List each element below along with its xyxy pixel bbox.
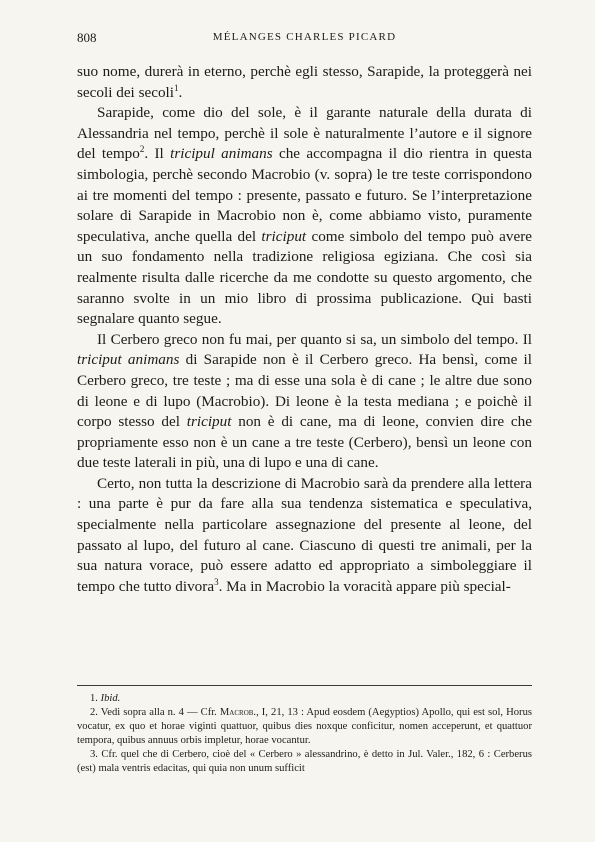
paragraph-text: Certo, non tutta la descrizione di Macrobio sarà da prendere alla lettera : una parte è pur da fare alla sua tendenza sistematica e speculativa, specialmente nella particolare assegnazione del presente al leone, del passato al lupo, del futuro al cane. Ciascuno di questi tre animali, per la sua natura vorace, può essere adatto ed appropriato a simboleggiare il tempo che tutto divora (77, 474, 532, 595)
paragraph-2 (77, 103, 532, 330)
page-number: 808 (77, 30, 97, 45)
paragraph-text: . Il (144, 145, 171, 163)
footnote-2 (77, 706, 532, 748)
footnote-number: 1. (90, 693, 98, 704)
paragraph-text: Il Cerbero greco non fu mai, per quanto si sa, un simbolo del tempo. Il (97, 330, 532, 348)
paragraph-text: . Ma in Macrobio la voracità appare più special- (218, 577, 511, 595)
footnote-1 (77, 692, 532, 706)
paragraph-text: Sarapide, come dio del sole, è il garante naturale della durata di Alessandria nel tempo, perchè il sole è naturalmente l’autore e il signore del tempo (77, 104, 532, 163)
paragraph-text: che accompagna il dio rientra in questa simbologia, perchè secondo Macrobio (v. sopra) le tre teste corrispondono ai tre momenti del tempo : presente, passato e futuro. Se l’interpretazione solare di Sarapide in Macrobio non è, come abbiamo visto, puramente speculativa, anche quella del (77, 145, 533, 245)
footnote-divider (77, 685, 532, 686)
footnote-text: 3. Cfr. quel che di Cerbero, cioè del « Cerbero » alessandrino, è detto in Jul. Valer., 182, 6 : Cerberus (est) mala ventris edacitas, qui quia non unum sufficit (77, 749, 532, 775)
footnote-text: Ibid. (100, 693, 121, 704)
italic-term: triciput (186, 413, 232, 431)
paragraph-text: non è di cane, ma di leone, convien dire che propriamente esso non è un cane a tre teste (Cerbero), bensì un leone con due teste laterali in più, una di lupo e una di cane. (77, 413, 532, 472)
running-title: MÉLANGES CHARLES PICARD (212, 31, 397, 43)
footnote-text: , I, 21, 13 : Apud eosdem (Aegyptios) Apollo, qui est sol, Horus vocatur, ex quo et horae viginti quattuor, quibus dies noxque conficitur, nomen acceperunt, et quattuor tempora, quibus annuus orbis impletur, horae vocantur. (77, 707, 532, 747)
footnote-ref-1[interactable]: 1 (174, 82, 179, 93)
footnote-ref-3[interactable]: 3 (214, 576, 219, 587)
paragraph-text: come simbolo del tempo può avere un suo fondamento nella tradizione religiosa egiziana. Che così sia realmente risulta dalle ricerche da me condotte su questo argomento, che saranno svolte in un mio libro di prossima publicazione. Qui basti segnalare quanto segue. (77, 227, 532, 328)
italic-term: tricipul animans (170, 145, 273, 163)
paragraph-1 (77, 62, 532, 103)
footnotes (77, 692, 532, 777)
paragraph-text: suo nome, durerà in eterno, perchè egli stesso, Sarapide, la proteggerà nei secoli dei secoli (77, 63, 532, 101)
paragraph-3 (77, 330, 532, 474)
paragraph-text: . (178, 83, 183, 101)
paragraph-4 (77, 474, 532, 598)
footnote-3 (77, 748, 532, 776)
italic-term: triciput (261, 227, 307, 245)
footnote-ref-2[interactable]: 2 (139, 144, 145, 155)
main-text (77, 62, 532, 597)
footnote-text: 2. Vedi sopra alla n. 4 — Cfr. (90, 707, 220, 719)
running-header (77, 30, 532, 46)
paragraph-text: di Sarapide non è il Cerbero greco. Ha bensì, come il Cerbero greco, tre teste ; ma di esse una sola è di cane ; le altre due sono di leone e di lupo (Macrobio). Di leone è la testa mediana ; e poichè il corpo stesso del (77, 351, 532, 431)
italic-term: triciput animans (77, 351, 180, 369)
author-abbrev: Macrob. (219, 707, 257, 719)
